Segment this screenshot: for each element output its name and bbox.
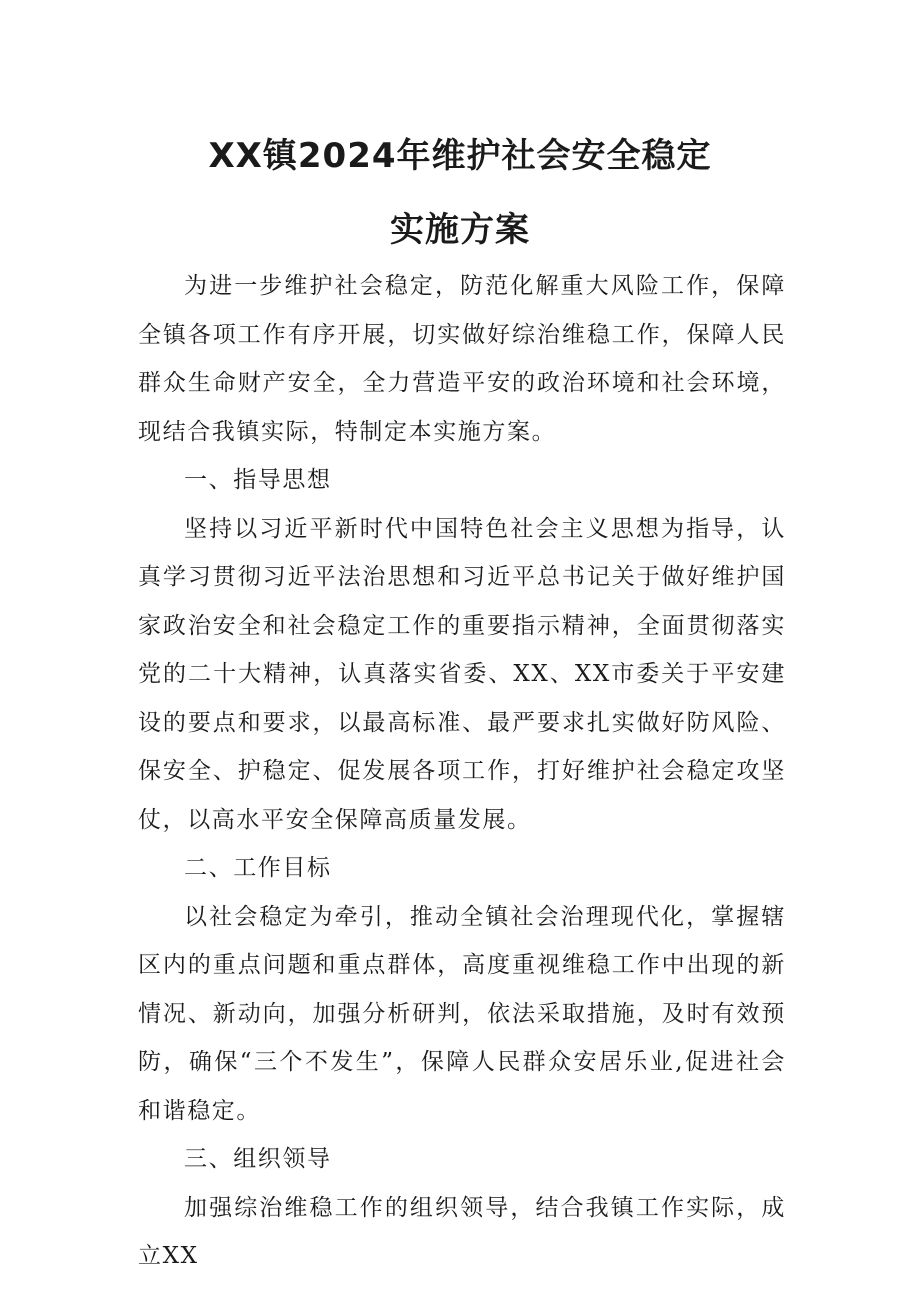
- document-body: [138, 262, 786, 1281]
- intro-paragraph: 为进一步维护社会稳定，防范化解重大风险工作，保障全镇各项工作有序开展，切实做好综治维稳工作，保障人民群众生命财产安全，全力营造平安的政治环境和社会环境，现结合我镇实际，特制定本实施方案。: [138, 273, 786, 445]
- section-paragraph-work-goals: 以社会稳定为牵引，推动全镇社会治理现代化，掌握辖区内的重点问题和重点群体，高度重视维稳工作中出现的新情况、新动向，加强分析研判，依法采取措施，及时有效预防，确保“三个不发生”，保障人民群众安居乐业,促进社会和谐稳定。: [138, 903, 786, 1124]
- section-paragraph-guiding-ideology: 坚持以习近平新时代中国特色社会主义思想为指导，认真学习贯彻习近平法治思想和习近平总书记关于做好维护国家政治安全和社会稳定工作的重要指示精神，全面贯彻落实党的二十大精神，认真落实省委、XX、XX市委关于平安建设的要点和要求，以最高标准、最严要求扎实做好防风险、保安全、护稳定、促发展各项工作，打好维护社会稳定攻坚仗，以高水平安全保障高质量发展。: [138, 515, 786, 833]
- document-title-line-2: 实施方案: [390, 210, 530, 250]
- section-heading-guiding-ideology: 一、指导思想: [184, 467, 332, 493]
- section-paragraph-organization: 加强综治维稳工作的组织领导，结合我镇工作实际，成立XX: [138, 1194, 786, 1269]
- section-heading-organization: 三、组织领导: [184, 1146, 332, 1172]
- section-heading-work-goals: 二、工作目标: [184, 855, 332, 881]
- document-title-line-1: XX镇2024年维护社会安全稳定: [208, 136, 712, 176]
